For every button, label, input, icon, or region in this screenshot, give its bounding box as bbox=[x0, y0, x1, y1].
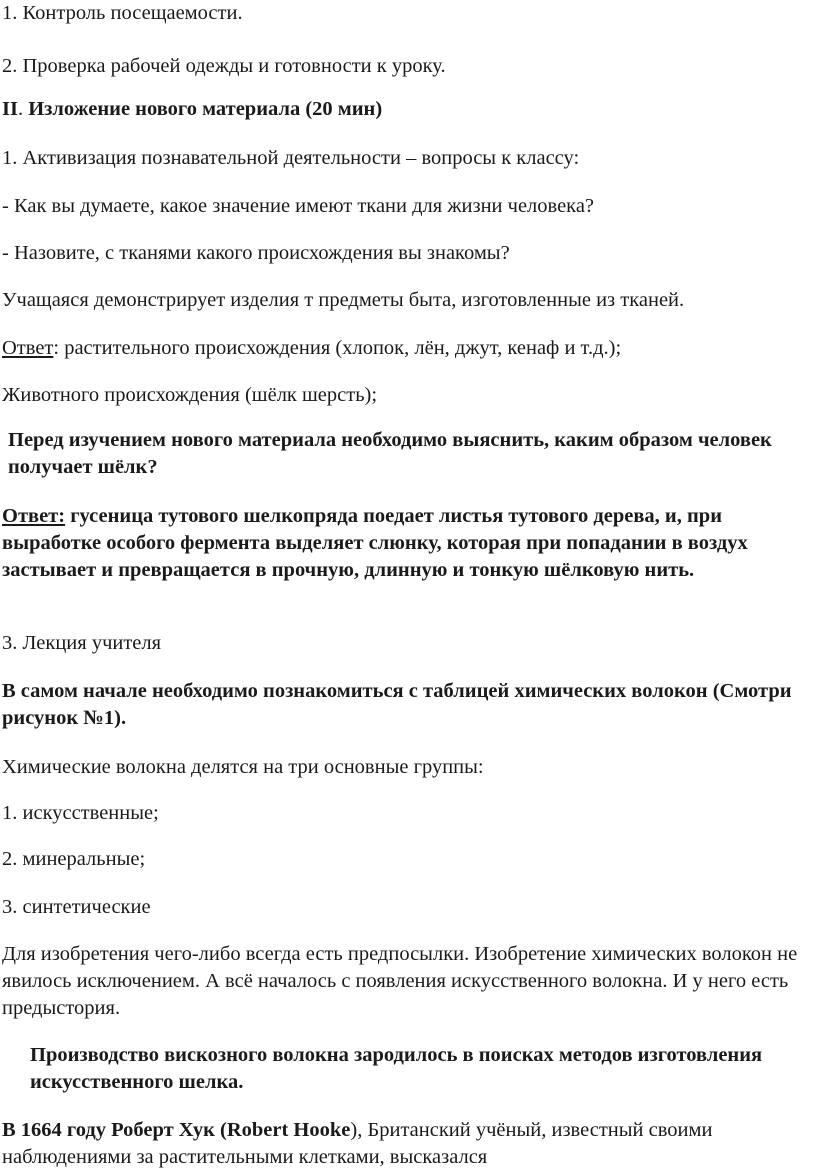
list-item-mineral: 2. минеральные; bbox=[2, 848, 146, 870]
silk-answer-text: гусеница тутового шелкопряда поедает листья тутового дерева, и, при выработке особого фермента выделяет слюнку, которая при попадании в воздух застывает и превращается в прочную, длинную и тонкую шёлковую нить. bbox=[2, 505, 748, 581]
section-heading-dot: . bbox=[17, 98, 24, 120]
paragraph-animal-origin: Животного происхождения (шёлк шерсть); bbox=[2, 384, 378, 406]
answer-text: : растительного происхождения (хлопок, лён, джут, кенаф и т.д.); bbox=[53, 337, 622, 359]
section-roman-numeral: II bbox=[2, 98, 18, 120]
hooke-bold-text: В 1664 году Роберт Хук (Robert Hooke bbox=[2, 1119, 351, 1141]
paragraph-clothing-check: 2. Проверка рабочей одежды и готовности к уроку. bbox=[2, 55, 446, 77]
answer-label-bold: Ответ: bbox=[2, 505, 66, 527]
list-item-synthetic: 3. синтетические bbox=[2, 896, 151, 918]
section-heading-new-material bbox=[2, 96, 812, 123]
section-heading-title: Изложение нового материала (20 мин) bbox=[23, 98, 383, 120]
paragraph-demonstration: Учащаяся демонстрирует изделия т предметы быта, изготовленные из тканей. bbox=[2, 289, 685, 311]
paragraph-chemical-fibers-table: В самом начале необходимо познакомиться с таблицей химических волокон (Смотри рисунок №1). bbox=[2, 680, 792, 729]
paragraph-fiber-groups: Химические волокна делятся на три основные группы: bbox=[2, 756, 484, 778]
paragraph-question-1: - Как вы думаете, какое значение имеют ткани для жизни человека? bbox=[2, 195, 595, 217]
hooke-rest-text: ), Британский учёный, известный своими наблюдениями за растительными клетками, высказался bbox=[2, 1119, 713, 1168]
answer-label: Ответ bbox=[2, 337, 54, 359]
paragraph-silk-question: Перед изучением нового материала необходимо выяснить, каким образом человек получает шёлк? bbox=[8, 429, 772, 478]
paragraph-invention-history: Для изобретения чего-либо всегда есть предпосылки. Изобретение химических волокон не явилось исключением. А всё началось с появления искусственного волокна. И у него есть предыстория. bbox=[2, 943, 798, 1019]
paragraph-silk-answer bbox=[2, 503, 812, 584]
paragraph-robert-hooke bbox=[2, 1117, 812, 1171]
paragraph-teacher-lecture: 3. Лекция учителя bbox=[2, 632, 162, 654]
list-item-artificial: 1. искусственные; bbox=[2, 802, 159, 824]
paragraph-activation: 1. Активизация познавательной деятельности – вопросы к классу: bbox=[2, 147, 580, 169]
paragraph-question-2: - Назовите, с тканями какого происхождения вы знакомы? bbox=[2, 242, 510, 264]
paragraph-answer-plant bbox=[2, 335, 812, 362]
paragraph-attendance: 1. Контроль посещаемости. bbox=[2, 2, 243, 24]
paragraph-viscose-origin: Производство вискозного волокна зародилось в поисках методов изготовления искусственного шелка. bbox=[30, 1044, 763, 1093]
